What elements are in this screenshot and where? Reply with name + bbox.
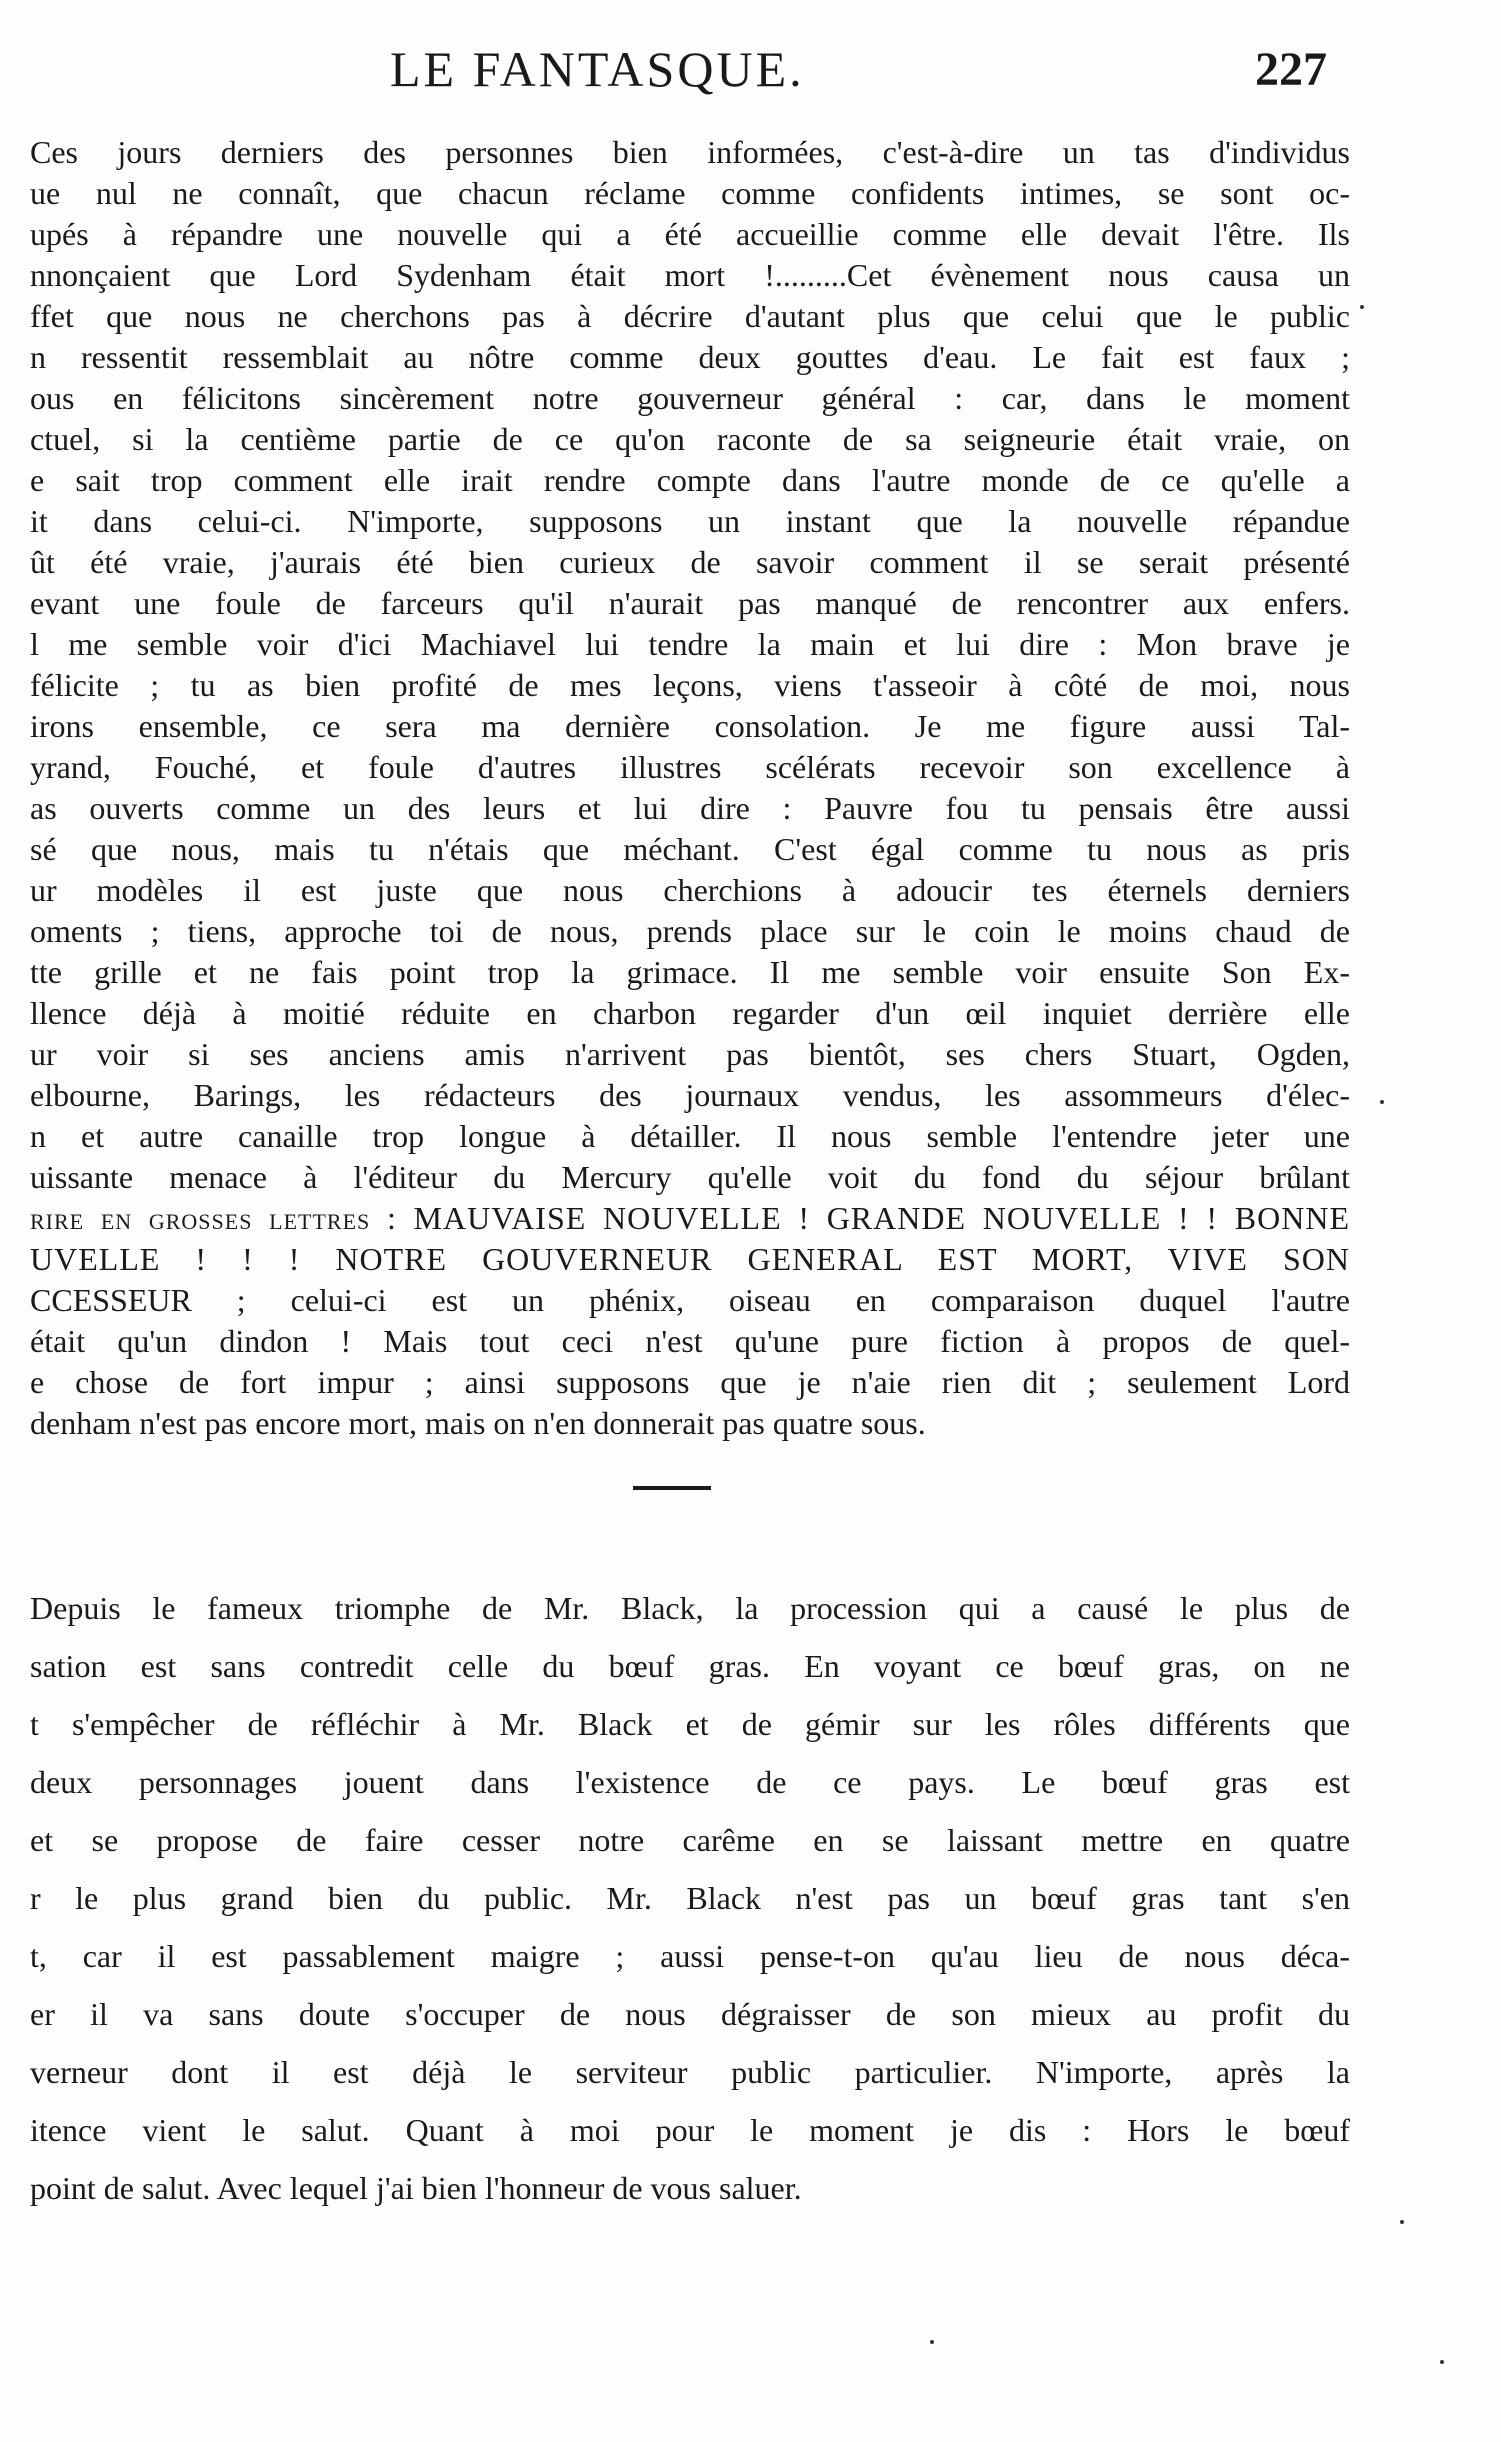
text-line: e chose de fort impur ; ainsi supposons que je n'aie rien dit ; seulement Lord: [30, 1364, 1350, 1400]
text-line: yrand, Fouché, et foule d'autres illustres scélérats recevoir son excellence à: [30, 749, 1350, 785]
text-line: deux personnages jouent dans l'existence de ce pays. Le bœuf gras est: [30, 1764, 1350, 1800]
text-line: point de salut. Avec lequel j'ai bien l'honneur de vous saluer.: [30, 2170, 802, 2206]
ink-speck: [1380, 1100, 1384, 1104]
text-line: t s'empêcher de réfléchir à Mr. Black et de gémir sur les rôles différents que: [30, 1706, 1350, 1742]
text-line: ctuel, si la centième partie de ce qu'on raconte de sa seigneurie était vraie, on: [30, 421, 1350, 457]
text-line: UVELLE ! ! ! NOTRE GOUVERNEUR GENERAL EST MORT, VIVE SON: [30, 1241, 1350, 1277]
text-line: ur modèles il est juste que nous cherchions à adoucir tes éternels derniers: [30, 872, 1350, 908]
text-line: CCESSEUR ; celui-ci est un phénix, oiseau en comparaison duquel l'autre: [30, 1282, 1350, 1318]
text-line: uissante menace à l'éditeur du Mercury qu'elle voit du fond du séjour brûlant: [30, 1159, 1350, 1195]
text-line: llence déjà à moitié réduite en charbon regarder d'un œil inquiet derrière elle: [30, 995, 1350, 1031]
text-line: n et autre canaille trop longue à détailler. Il nous semble l'entendre jeter une: [30, 1118, 1350, 1154]
text-line: Ces jours derniers des personnes bien informées, c'est-à-dire un tas d'individus: [30, 134, 1350, 170]
text-line: as ouverts comme un des leurs et lui dire : Pauvre fou tu pensais être aussi: [30, 790, 1350, 826]
text-line: ffet que nous ne cherchons pas à décrire d'autant plus que celui que le public: [30, 298, 1350, 334]
text-line: était qu'un dindon ! Mais tout ceci n'est qu'une pure fiction à propos de quel-: [30, 1323, 1350, 1359]
text-line: evant une foule de farceurs qu'il n'aurait pas manqué de rencontrer aux enfers.: [30, 585, 1350, 621]
ink-speck: [1400, 2220, 1404, 2224]
text-line: l me semble voir d'ici Machiavel lui tendre la main et lui dire : Mon brave je: [30, 626, 1350, 662]
text-line: ous en félicitons sincèrement notre gouverneur général : car, dans le moment: [30, 380, 1350, 416]
text-line: irons ensemble, ce sera ma dernière consolation. Je me figure aussi Tal-: [30, 708, 1350, 744]
running-title: LE FANTASQUE.: [390, 41, 805, 97]
text-line: oments ; tiens, approche toi de nous, prends place sur le coin le moins chaud de: [30, 913, 1350, 949]
text-line: e sait trop comment elle irait rendre compte dans l'autre monde de ce qu'elle a: [30, 462, 1350, 498]
text-line: Depuis le fameux triomphe de Mr. Black, la procession qui a causé le plus de: [30, 1590, 1350, 1626]
text-line: félicite ; tu as bien profité de mes leçons, viens t'asseoir à côté de moi, nous: [30, 667, 1350, 703]
text-line: rire en grosses lettres : MAUVAISE NOUVELLE ! GRANDE NOUVELLE ! ! BONNE: [30, 1200, 1350, 1236]
text-line: et se propose de faire cesser notre carême en se laissant mettre en quatre: [30, 1822, 1350, 1858]
section-divider: [633, 1486, 711, 1490]
ink-speck: [1440, 2360, 1444, 2364]
page-number: 227: [1255, 43, 1327, 96]
text-line: ue nul ne connaît, que chacun réclame comme confidents intimes, se sont oc-: [30, 175, 1350, 211]
ink-speck: [930, 2340, 934, 2344]
text-line: er il va sans doute s'occuper de nous dégraisser de son mieux au profit du: [30, 1996, 1350, 2032]
text-line: ur voir si ses anciens amis n'arrivent pas bientôt, ses chers Stuart, Ogden,: [30, 1036, 1350, 1072]
ink-speck: [1360, 305, 1364, 309]
text-line: sé que nous, mais tu n'étais que méchant. C'est égal comme tu nous as pris: [30, 831, 1350, 867]
text-line: t, car il est passablement maigre ; aussi pense-t-on qu'au lieu de nous déca-: [30, 1938, 1350, 1974]
text-line: r le plus grand bien du public. Mr. Black n'est pas un bœuf gras tant s'en: [30, 1880, 1350, 1916]
text-line: nnonçaient que Lord Sydenham était mort !.........Cet évènement nous causa un: [30, 257, 1350, 293]
text-line: elbourne, Barings, les rédacteurs des journaux vendus, les assommeurs d'élec-: [30, 1077, 1350, 1113]
running-head: [0, 40, 1501, 110]
text-line: tte grille et ne fais point trop la grimace. Il me semble voir ensuite Son Ex-: [30, 954, 1350, 990]
text-line: n ressentit ressemblait au nôtre comme deux gouttes d'eau. Le fait est faux ;: [30, 339, 1350, 375]
text-line: ût été vraie, j'aurais été bien curieux de savoir comment il se serait présenté: [30, 544, 1350, 580]
text-line: sation est sans contredit celle du bœuf gras. En voyant ce bœuf gras, on ne: [30, 1648, 1350, 1684]
text-line: it dans celui-ci. N'importe, supposons un instant que la nouvelle répandue: [30, 503, 1350, 539]
text-line: itence vient le salut. Quant à moi pour le moment je dis : Hors le bœuf: [30, 2112, 1350, 2148]
text-line: verneur dont il est déjà le serviteur public particulier. N'importe, après la: [30, 2054, 1350, 2090]
text-line: upés à répandre une nouvelle qui a été accueillie comme elle devait l'être. Ils: [30, 216, 1350, 252]
text-line: denham n'est pas encore mort, mais on n'en donnerait pas quatre sous.: [30, 1405, 926, 1441]
